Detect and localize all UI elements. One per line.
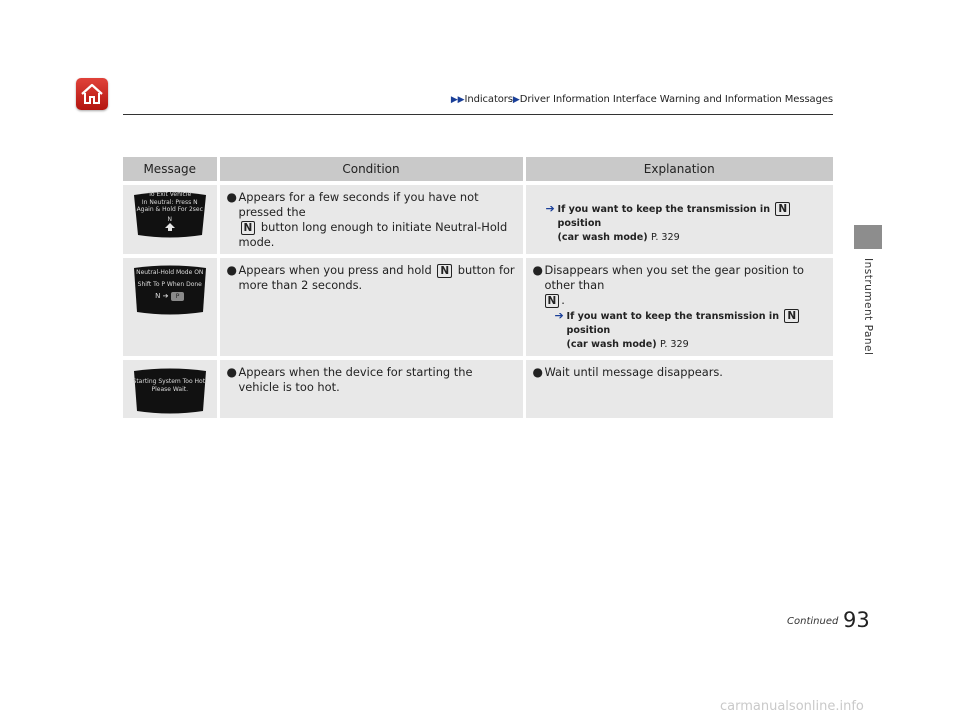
bullet-dot: ● [532,365,543,379]
display-gear-to: P [171,292,185,301]
explanation-cell [524,358,833,418]
condition-bullet: ● Appears when you press and hold N button for more than 2 seconds. [226,263,515,292]
message-table [123,157,833,418]
section-label: Instrument Panel [862,258,874,356]
column-header-condition: Condition [218,157,524,183]
display-text: Again & Hold For 2sec [136,206,203,213]
cross-reference-link[interactable]: ➔ If you want to keep the transmission in N position (car wash mode) P. 329 [533,309,828,352]
breadcrumb-item-messages[interactable]: Driver Information Interface Warning and Information Messages [519,94,833,105]
bullet-dot: ● [226,263,237,277]
reference-arrow-icon: ➔ [554,309,564,322]
column-header-explanation: Explanation [524,157,833,183]
home-button[interactable] [76,78,108,110]
display-key: N [167,215,172,223]
continued-label: Continued [787,616,839,627]
n-key-icon: N [241,221,256,235]
bullet-dot: ● [532,263,543,277]
display-screen [130,258,210,301]
bullet-dot: ● [226,365,237,379]
display-text: In Neutral: Press N [141,198,198,206]
n-key-icon: N [545,294,560,308]
reference-arrow-icon: ➔ [545,202,555,215]
table-row [123,183,833,256]
explanation-cell [524,256,833,358]
n-key-icon: N [437,264,452,278]
explanation-bullet: ● Disappears when you set the gear position to other than N . [532,263,805,307]
condition-cell [218,256,524,358]
push-arrow-icon [165,223,175,231]
explanation-bullet: ● Wait until message disappears. [532,365,723,379]
message-image-cell [123,183,218,256]
breadcrumb-arrow-icon: ▶ [512,95,520,105]
n-key-icon: N [775,202,790,216]
condition-bullet: ● Appears when the device for starting the vehicle is too hot. [226,365,473,394]
table-header-row [123,157,833,183]
display-text: Neutral-Hold Mode ON [136,269,204,276]
condition-cell [218,358,524,418]
display-gear-from: N [155,292,161,300]
display-screen [130,185,210,231]
cross-reference-link[interactable]: ➔ If you want to keep the transmission in N position (car wash mode) P. 329 [533,202,828,245]
display-screen [130,360,210,393]
watermark: carmanualsonline.info [720,699,864,714]
breadcrumb-item-indicators[interactable]: Indicators [464,94,513,105]
message-image-cell [123,358,218,418]
explanation-cell [524,183,833,256]
section-tab[interactable] [854,225,882,249]
n-key-icon: N [784,309,799,323]
display-text: To Exit Vehicle [148,191,192,198]
table-row [123,358,833,418]
home-icon [79,81,105,107]
bullet-dot: ● [226,190,237,204]
breadcrumb [451,94,833,105]
display-text: Please Wait. [151,385,189,393]
display-text: Shift To P When Done [137,280,202,288]
condition-bullet: ● Appears for a few seconds if you have not pressed the N button long enough to initiate Neutral-Hold mode. [226,190,508,249]
breadcrumb-arrow-icon: ▶▶ [450,95,465,105]
page-number: 93 [843,608,870,632]
shift-arrow-icon: ➔ [162,292,169,300]
column-header-message: Message [123,157,218,183]
message-image-cell [123,256,218,358]
header-rule [123,114,833,115]
table-row [123,256,833,358]
condition-cell [218,183,524,256]
display-text: Starting System Too Hot. [132,378,207,385]
